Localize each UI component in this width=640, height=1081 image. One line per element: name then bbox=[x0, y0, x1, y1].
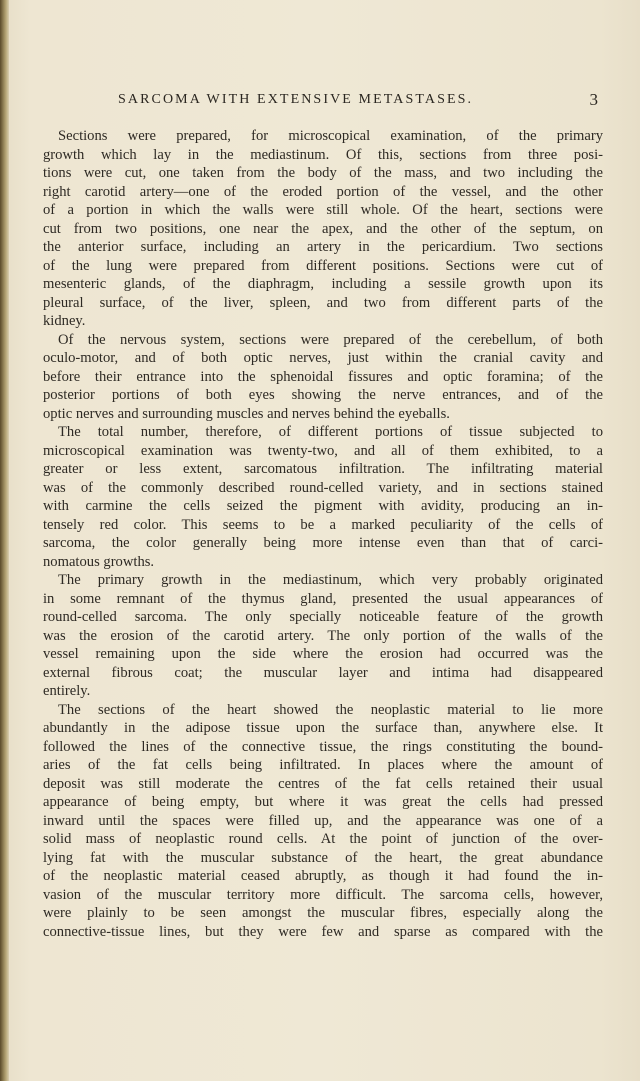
text-line: of a portion in which the walls were still whole. Of the heart, sections were bbox=[43, 202, 603, 218]
text-line: inward until the spaces were filled up, and the appearance was one of a bbox=[43, 812, 603, 829]
text-line: was the erosion of the carotid artery. The only portion of the walls of the bbox=[43, 627, 603, 644]
text-line: abundantly in the adipose tissue upon the surface than, anywhere else. It bbox=[43, 720, 603, 736]
text-line: the anterior surface, including an artery in the pericardium. Two sections bbox=[43, 239, 603, 255]
text-line: were plainly to be seen amongst the muscular fibres, especially along the bbox=[43, 905, 603, 921]
text-line: appearance of being empty, but where it was great the cells had pressed bbox=[43, 794, 603, 810]
text-line: deposit was still moderate the centres of the fat cells retained their usual bbox=[43, 775, 603, 792]
text-line: in some remnant of the thymus gland, presented the usual appearances of bbox=[43, 590, 603, 607]
text-line: followed the lines of the connective tissue, the rings constituting the bound- bbox=[43, 738, 603, 755]
binding-edge bbox=[0, 0, 9, 1081]
text-line: oculo-motor, and of both optic nerves, just within the cranial cavity and bbox=[43, 350, 603, 366]
text-line: pleural surface, of the liver, spleen, and two from different parts of the bbox=[43, 294, 603, 311]
running-title: SARCOMA WITH EXTENSIVE METASTASES. bbox=[118, 92, 474, 107]
text-line: with carmine the cells seized the pigment with avidity, producing an in- bbox=[43, 498, 603, 514]
running-head bbox=[118, 92, 598, 114]
text-line: mesenteric glands, of the diaphragm, including a sessile growth upon its bbox=[43, 276, 603, 292]
text-line: lying fat with the muscular substance of the heart, the great abundance bbox=[43, 849, 603, 866]
text-line: sarcoma, the color generally being more intense even than that of carci- bbox=[43, 535, 603, 551]
text-line: of the neoplastic material ceased abruptly, as though it had found the in- bbox=[43, 868, 603, 884]
text-line: solid mass of neoplastic round cells. At the point of junction of the over- bbox=[43, 831, 603, 847]
body-text bbox=[43, 127, 603, 941]
text-line: was of the commonly described round-celled variety, and in sections stained bbox=[43, 479, 603, 496]
text-line: The primary growth in the mediastinum, which very probably originated bbox=[58, 572, 603, 588]
text-line: The sections of the heart showed the neoplastic material to lie more bbox=[58, 701, 603, 718]
text-line: nomatous growths. bbox=[43, 553, 155, 570]
text-line: of the lung were prepared from different positions. Sections were cut of bbox=[43, 257, 603, 274]
text-line: cut from two positions, one near the apex, and the other of the septum, on bbox=[43, 220, 603, 237]
text-line: tensely red color. This seems to be a marked peculiarity of the cells of bbox=[43, 516, 603, 533]
text-line: aries of the fat cells being infiltrated. In places where the amount of bbox=[43, 757, 603, 773]
text-line: microscopical examination was twenty-two, and all of them exhibited, to a bbox=[43, 442, 603, 459]
text-line: optic nerves and surrounding muscles and nerves behind the eyeballs. bbox=[43, 405, 450, 422]
text-line: Sections were prepared, for microscopical examination, of the primary bbox=[58, 128, 603, 144]
text-line: external fibrous coat; the muscular layer and intima had disappeared bbox=[43, 664, 603, 681]
text-line: Of the nervous system, sections were prepared of the cerebellum, of both bbox=[58, 331, 603, 348]
text-line: tions were cut, one taken from the body of the mass, and two including the bbox=[43, 165, 603, 181]
text-line: connective-tissue lines, but they were few and sparse as compared with the bbox=[43, 923, 603, 940]
page-number: 3 bbox=[589, 90, 598, 109]
text-line: before their entrance into the sphenoidal fissures and optic foramina; of the bbox=[43, 368, 603, 385]
text-line: kidney. bbox=[43, 313, 86, 329]
text-line: entirely. bbox=[43, 683, 91, 699]
text-line: vasion of the muscular territory more difficult. The sarcoma cells, however, bbox=[43, 886, 603, 903]
text-line: growth which lay in the mediastinum. Of this, sections from three posi- bbox=[43, 146, 603, 163]
text-line: posterior portions of both eyes showing the nerve entrances, and of the bbox=[43, 387, 603, 403]
text-line: vessel remaining upon the side where the erosion had occurred was the bbox=[43, 646, 603, 662]
text-line: greater or less extent, sarcomatous infiltration. The infiltrating material bbox=[43, 461, 603, 477]
text-line: The total number, therefore, of different portions of tissue subjected to bbox=[58, 424, 603, 440]
text-line: right carotid artery—one of the eroded portion of the vessel, and the other bbox=[43, 183, 603, 200]
text-line: round-celled sarcoma. The only specially noticeable feature of the growth bbox=[43, 609, 603, 625]
